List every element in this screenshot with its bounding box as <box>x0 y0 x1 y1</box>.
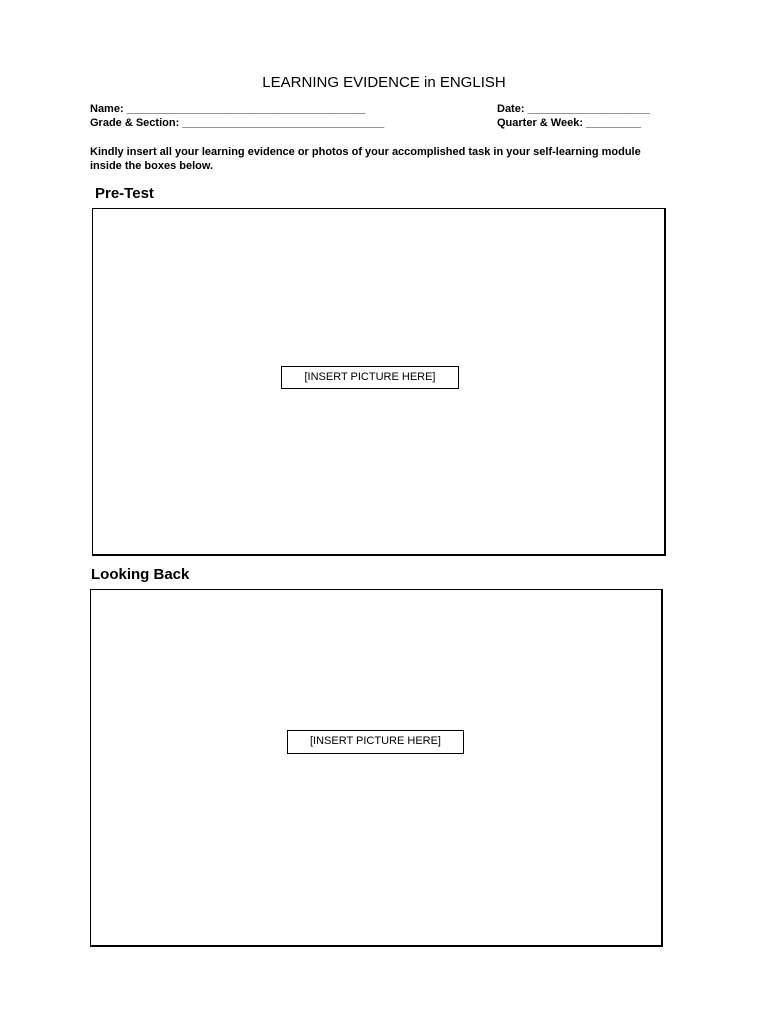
looking-back-heading: Looking Back <box>91 566 190 583</box>
looking-back-picture-placeholder[interactable]: [INSERT PICTURE HERE] <box>287 730 464 754</box>
pre-test-heading: Pre-Test <box>95 185 154 202</box>
quarter-week-field[interactable]: Quarter & Week: _________ <box>497 117 642 129</box>
name-field[interactable]: Name: _______________________________________ <box>90 103 366 115</box>
looking-back-evidence-box[interactable] <box>90 589 663 947</box>
instructions-text: Kindly insert all your learning evidence or photos of your accomplished task in your self-learning module inside the boxes below. <box>90 146 641 172</box>
grade-section-field[interactable]: Grade & Section: _________________________________ <box>90 117 385 129</box>
document-title: LEARNING EVIDENCE in ENGLISH <box>262 74 506 91</box>
pre-test-picture-placeholder[interactable]: [INSERT PICTURE HERE] <box>281 366 459 389</box>
date-field[interactable]: Date: ____________________ <box>497 103 650 115</box>
